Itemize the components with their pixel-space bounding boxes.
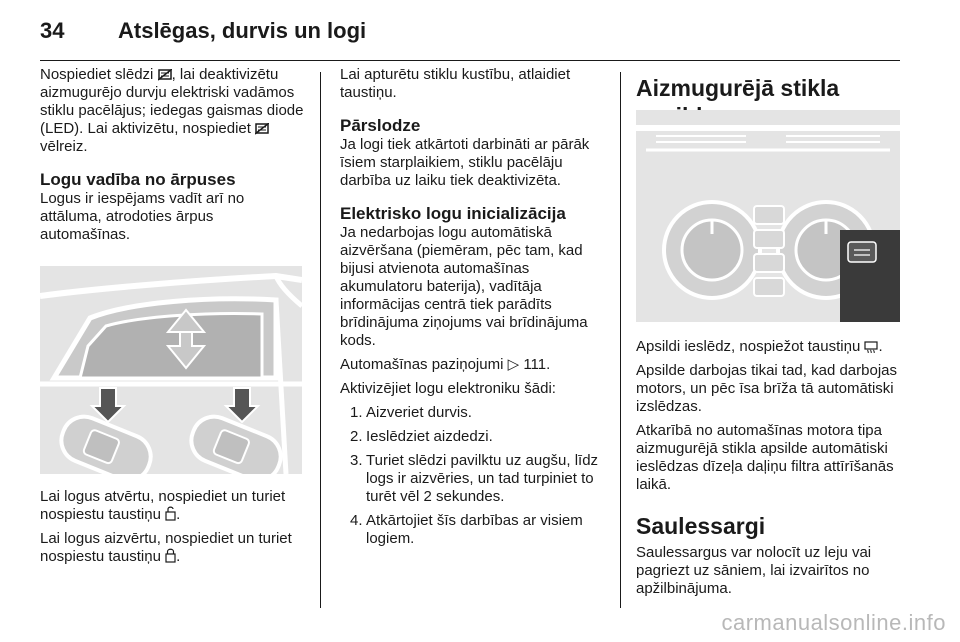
list-item: 2. Ieslēdziet aizdedzi. xyxy=(350,428,493,445)
climate-panel-figure xyxy=(636,110,900,322)
column-left xyxy=(40,66,304,244)
steps-list xyxy=(340,404,604,548)
rear-heating-dpf-paragraph: Atkarībā no automašīnas motora tipa aizmugurējā stikla apsilde automātiski ieslēdzas dīzeļa daļiņu filtra attīrīšanās laikā. xyxy=(636,422,894,493)
close-windows-paragraph: Lai logus aizvērtu, nospiediet un turiet nospiestu taustiņu . xyxy=(40,530,292,565)
column-divider-1 xyxy=(320,72,321,608)
remote-window-figure xyxy=(40,266,302,474)
remote-paragraph: Logus ir iespējams vadīt arī no attāluma, atrodoties ārpus automašīnas. xyxy=(40,190,245,243)
page-number: 34 xyxy=(40,18,65,43)
vehicle-messages-reference: Automašīnas paziņojumi ▷ 111. xyxy=(340,356,551,373)
activate-paragraph: Aktivizējiet logu elektroniku šādi: xyxy=(340,380,556,397)
init-paragraph: Ja nedarbojas logu automātiskā aizvēršana (piemēram, pēc tam, kad bijusi atvienota automašīnas akumulatoru baterija), vadītāja informācijas centrā tiek parādīts brīdinājuma ziņojums vai brīdinājuma kods. xyxy=(340,224,588,349)
page-header xyxy=(0,0,960,62)
watermark: carmanualsonline.info xyxy=(721,610,946,635)
window-lock-icon xyxy=(158,69,172,81)
window-lock-icon xyxy=(255,123,269,135)
column-right-bottom xyxy=(636,338,906,598)
lock-key-icon xyxy=(165,548,176,563)
child-lock-paragraph: Nospiediet slēdzi , lai deaktivizētu aizmugurējo durvju elektriski vadāmos stiklu pacēlājus; iedegas gaismas diode (LED). Lai aktivizētu, nospiediet vēlreiz. xyxy=(40,66,304,155)
list-item: 3. Turiet slēdzi pavilktu uz augšu, līdz logs ir aizvēries, un tad turpiniet to turēt vēl 2 sekundes. xyxy=(350,452,599,505)
open-windows-paragraph: Lai logus atvērtu, nospiediet un turiet nospiestu taustiņu . xyxy=(40,488,286,523)
column-divider-2 xyxy=(620,72,621,608)
car-window-illustration xyxy=(40,266,302,474)
section-heading-overload: Pārslodze xyxy=(340,116,421,135)
page-reference-icon: ▷ xyxy=(507,356,520,373)
column-left-bottom xyxy=(40,488,304,566)
chapter-title: Atslēgas, durvis un logi xyxy=(118,18,367,43)
rear-heating-engine-paragraph: Apsilde darbojas tikai tad, kad darbojas motors, un pēc īsa brīža tā automātiski izslēdzas. xyxy=(636,362,897,415)
rear-window-heating-icon xyxy=(864,341,878,353)
section-heading-rear-heating: Aizmugurējā stikla xyxy=(636,75,840,101)
climate-panel-illustration xyxy=(636,110,900,322)
list-item: 4. Atkārtojiet šīs darbības ar visiem logiem. xyxy=(350,512,583,547)
section-heading-remote: Logu vadība no ārpuses xyxy=(40,170,236,189)
rear-heating-on-paragraph: Apsildi ieslēdz, nospiežot taustiņu . xyxy=(636,338,883,355)
header-rule xyxy=(40,60,900,61)
list-item: 1. Aizveriet durvis. xyxy=(350,404,472,421)
overload-paragraph: Ja logi tiek atkārtoti darbināti ar pārāk īsiem starplaikiem, stiklu pacēlāju darbība uz laiku tiek deaktivizēta. xyxy=(340,136,590,189)
stop-window-paragraph: Lai apturētu stiklu kustību, atlaidiet taustiņu. xyxy=(340,66,571,101)
unlock-key-icon xyxy=(165,506,176,521)
column-middle xyxy=(340,66,604,548)
section-heading-sun-visors: Saulessargi xyxy=(636,513,766,539)
section-heading-init: Elektrisko logu inicializācija xyxy=(340,204,566,223)
sun-visors-paragraph: Saulessargus var nolocīt uz leju vai pagriezt uz sāniem, lai izvairītos no apžilbinājuma. xyxy=(636,544,872,597)
